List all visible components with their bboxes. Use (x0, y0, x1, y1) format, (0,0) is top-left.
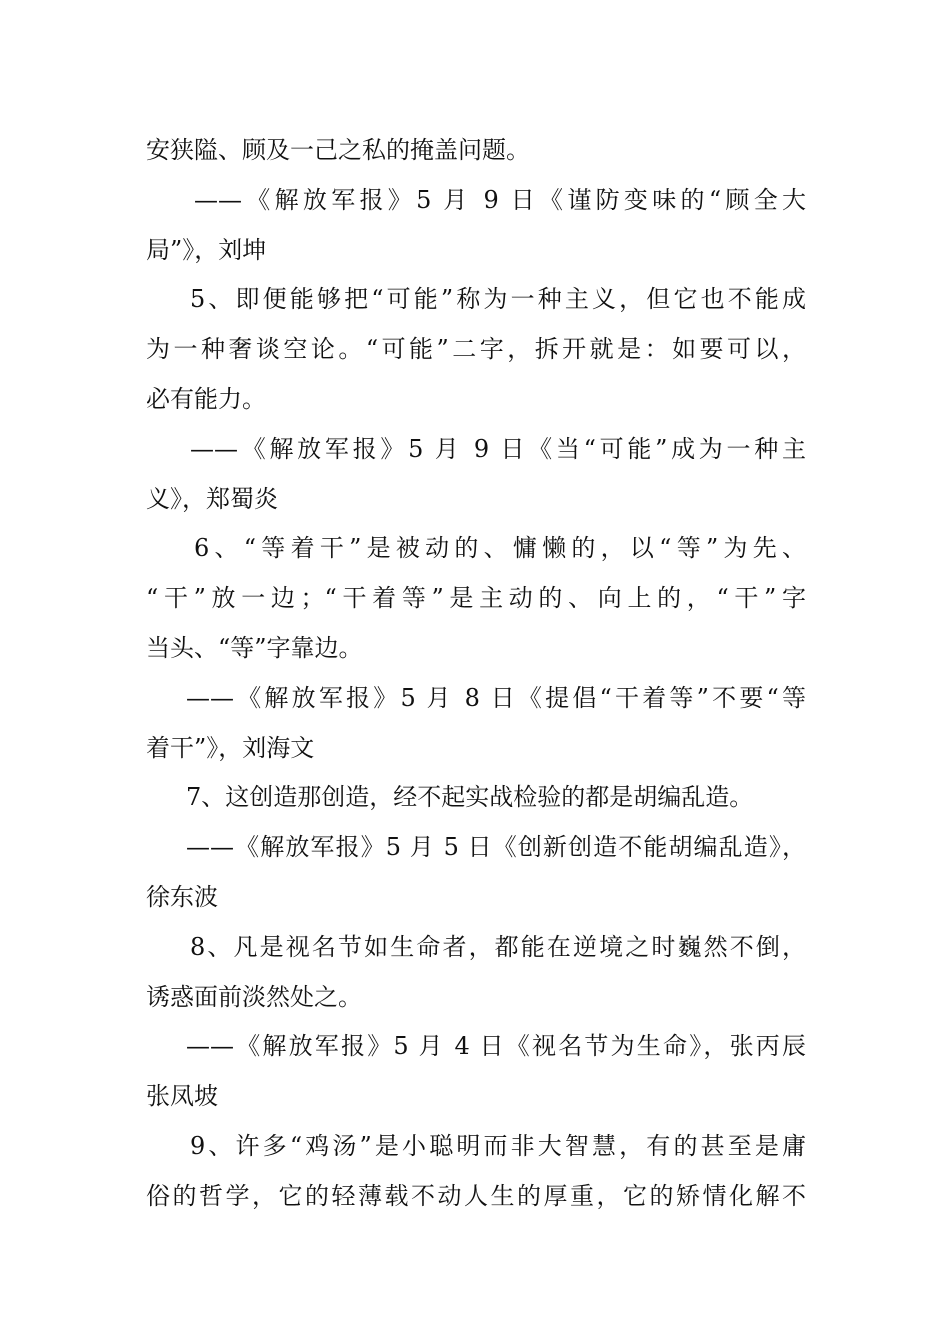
paragraph-line: 诱惑面前淡然处之。 (146, 982, 362, 1011)
citation-line: 徐东波 (146, 882, 218, 911)
citation-line: ——《解放军报》5 月 9 日《当“可能”成为一种主 (190, 434, 806, 463)
citation-line: 着干”》，刘海文 (146, 733, 315, 762)
paragraph-line: 8、凡是视名节如生命者，都能在逆境之时巍然不倒， (190, 932, 806, 961)
paragraph-line: 当头、“等”字靠边。 (146, 633, 363, 662)
text-line: 安狭隘、顾及一己之私的掩盖问题。 (146, 136, 530, 164)
paragraph-line: 俗的哲学，它的轻薄载不动人生的厚重，它的矫情化解不 (146, 1181, 806, 1210)
citation-line: ——《解放军报》5 月 5 日《创新创造不能胡编乱造》， (186, 833, 806, 862)
paragraph-line: 为一种奢谈空论。“可能”二字，拆开就是：如要可以， (146, 335, 806, 364)
citation-line: 张凤坡 (146, 1082, 218, 1111)
document-body (146, 126, 806, 1222)
paragraph-line: 6、“等着干”是被动的、慵懒的，以“等”为先、 (194, 534, 806, 563)
citation-line: 义》，郑蜀炎 (146, 484, 278, 513)
paragraph-line: 必有能力。 (146, 384, 266, 413)
citation-line: ——《解放军报》5 月 4 日《视名节为生命》，张丙辰 (186, 1032, 806, 1061)
paragraph-line: 7、这创造那创造，经不起实战检验的都是胡编乱造。 (186, 783, 754, 812)
paragraph-line: 5、即便能够把“可能”称为一种主义，但它也不能成 (190, 285, 806, 314)
citation-line: ——《解放军报》5 月 8 日《提倡“干着等”不要“等 (186, 683, 806, 712)
citation-line: ——《解放军报》5 月 9 日《谨防变味的“顾全大 (194, 185, 806, 214)
paragraph-line: “干”放一边；“干着等”是主动的、向上的，“干”字 (146, 584, 806, 613)
paragraph-line: 9、许多“鸡汤”是小聪明而非大智慧，有的甚至是庸 (190, 1131, 806, 1160)
citation-line: 局”》，刘坤 (146, 235, 267, 264)
